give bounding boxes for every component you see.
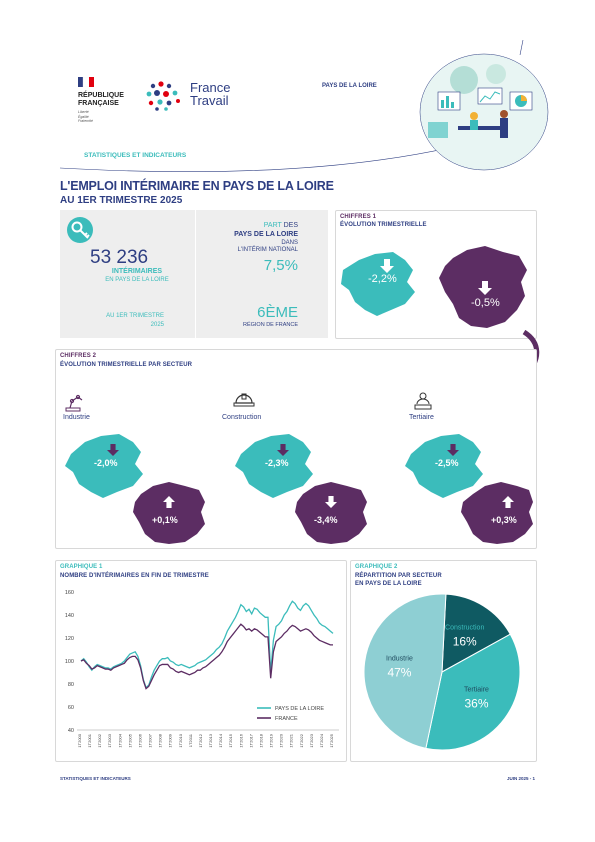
tertiaire-france-arrow-up-icon bbox=[502, 496, 514, 508]
x-tick-label: 1T2004 bbox=[117, 734, 123, 748]
sector-name-construction: Construction bbox=[222, 414, 262, 421]
x-tick-label: 1T2003 bbox=[107, 734, 113, 748]
header bbox=[0, 0, 595, 172]
x-tick-label: 1T2010 bbox=[177, 734, 183, 748]
chiffres1-region-arrow-down-icon bbox=[380, 259, 394, 273]
x-tick-label: 1T2020 bbox=[278, 734, 284, 748]
x-tick-label: 1T2018 bbox=[258, 734, 264, 748]
x-tick-label: 1T2023 bbox=[308, 734, 314, 748]
pie-label-value: 47% bbox=[387, 665, 412, 680]
industrie-maps bbox=[65, 434, 205, 544]
x-tick-label: 1T2001 bbox=[87, 734, 93, 748]
graph1-label: GRAPHIQUE 1 bbox=[60, 564, 103, 570]
x-tick-label: 1T2014 bbox=[218, 734, 224, 748]
republique-line2: FRANÇAISE bbox=[78, 100, 119, 107]
x-tick-label: 1T2000 bbox=[77, 734, 82, 748]
graph1-title: NOMBRE D'INTÉRIMAIRES EN FIN DE TRIMESTRE bbox=[60, 573, 209, 579]
kpi-count-label2: EN PAYS DE LA LOIRE bbox=[105, 277, 169, 283]
page-title: L'EMPLOI INTÉRIMAIRE EN PAYS DE LA LOIRE bbox=[60, 179, 334, 193]
share-line1 bbox=[264, 222, 298, 229]
industrie-france-value: +0,1% bbox=[152, 515, 178, 525]
kpi-count: 53 236 bbox=[90, 247, 149, 268]
chiffres1-france-value: -0,5% bbox=[471, 297, 500, 309]
y-tick-label: 80 bbox=[67, 682, 74, 688]
y-tick-label: 40 bbox=[67, 728, 74, 734]
chiffres1-region-value: -2,2% bbox=[368, 273, 397, 285]
construction-region-value: -2,3% bbox=[265, 458, 289, 468]
y-tick-label: 160 bbox=[64, 590, 74, 596]
category-label: STATISTIQUES ET INDICATEURS bbox=[84, 152, 187, 159]
region-tag: PAYS DE LA LOIRE bbox=[322, 83, 377, 89]
y-tick-label: 60 bbox=[67, 705, 74, 711]
key-icon bbox=[66, 216, 96, 246]
chiffres2-maps bbox=[55, 420, 535, 548]
x-tick-label: 1T2017 bbox=[248, 734, 254, 748]
series-line-pays-de-la-loire bbox=[81, 601, 333, 687]
tertiaire-region-arrow-down-icon bbox=[447, 444, 459, 456]
graph2-title1: RÉPARTITION PAR SECTEUR bbox=[355, 573, 442, 579]
x-tick-label: 1T2021 bbox=[288, 734, 294, 748]
office-illustration-icon bbox=[418, 50, 550, 172]
tertiary-office-worker-icon bbox=[412, 391, 434, 411]
motto1: Liberté bbox=[78, 110, 89, 114]
industrie-region-arrow-down-icon bbox=[107, 444, 119, 456]
chiffres1-france-arrow-down-icon bbox=[478, 281, 492, 295]
x-tick-label: 1T2016 bbox=[238, 734, 244, 748]
x-tick-label: 1T2024 bbox=[318, 734, 324, 748]
chiffres2-title: ÉVOLUTION TRIMESTRIELLE PAR SECTEUR bbox=[60, 362, 193, 368]
legend-label: PAYS DE LA LOIRE bbox=[275, 706, 325, 712]
motto3: Fraternité bbox=[78, 119, 93, 123]
tertiaire-region-value: -2,5% bbox=[435, 458, 459, 468]
line-chart bbox=[55, 580, 345, 760]
construction-maps bbox=[235, 434, 367, 544]
tertiaire-maps bbox=[405, 434, 533, 544]
share-value: 7,5% bbox=[263, 257, 298, 274]
share-nat: L'INTÉRIM NATIONAL bbox=[237, 247, 298, 253]
x-tick-label: 1T2015 bbox=[228, 734, 234, 748]
x-tick-label: 1T2019 bbox=[268, 734, 274, 748]
pie-label-value: 16% bbox=[452, 634, 477, 649]
pie-label-name: Tertiaire bbox=[464, 686, 489, 694]
construction-france-arrow-down-icon bbox=[325, 496, 337, 508]
construction-helmet-icon bbox=[232, 391, 256, 411]
x-tick-label: 1T2012 bbox=[197, 734, 203, 748]
pie-label-name: Construction bbox=[445, 624, 485, 632]
y-tick-label: 120 bbox=[64, 636, 74, 642]
x-tick-label: 1T2025 bbox=[329, 734, 334, 748]
share-des: DES bbox=[281, 222, 298, 229]
chiffres2-label: CHIFFRES 2 bbox=[60, 353, 97, 359]
tertiaire-france-value: +0,3% bbox=[491, 515, 517, 525]
series-line-france bbox=[81, 624, 333, 688]
construction-france-map bbox=[295, 482, 367, 544]
page-subtitle: AU 1ER TRIMESTRE 2025 bbox=[60, 195, 183, 206]
kpi-right bbox=[196, 210, 328, 338]
motto2: Égalité bbox=[78, 114, 89, 119]
pie-label-name: Industrie bbox=[386, 655, 413, 663]
share-pre: PART bbox=[263, 222, 282, 229]
x-tick-label: 1T2002 bbox=[97, 734, 103, 748]
construction-france-value: -3,4% bbox=[314, 515, 338, 525]
x-tick-label: 1T2013 bbox=[208, 734, 214, 748]
x-tick-label: 1T2007 bbox=[147, 734, 153, 748]
rank-value: 6ÈME bbox=[257, 304, 298, 321]
kpi-left bbox=[60, 210, 195, 338]
y-tick-label: 140 bbox=[64, 613, 74, 619]
brand-line2: Travail bbox=[190, 93, 229, 108]
rank-label: RÉGION DE FRANCE bbox=[242, 322, 298, 328]
industry-robot-icon bbox=[64, 392, 86, 412]
kpi-period2: 2025 bbox=[150, 322, 164, 328]
construction-region-arrow-down-icon bbox=[277, 444, 289, 456]
legend-label: FRANCE bbox=[275, 716, 298, 722]
sector-name-industrie: Industrie bbox=[63, 414, 90, 421]
kpi-count-label1: INTÉRIMAIRES bbox=[111, 268, 163, 275]
footer-left: STATISTIQUES ET INDICATEURS bbox=[60, 776, 131, 781]
graph2-label: GRAPHIQUE 2 bbox=[355, 564, 398, 570]
footer-right: JUIN 2025 - 1 bbox=[506, 776, 535, 781]
tertiaire-france-map bbox=[461, 482, 533, 544]
x-tick-label: 1T2011 bbox=[187, 734, 193, 748]
chiffres1-maps bbox=[335, 230, 535, 338]
x-tick-label: 1T2009 bbox=[167, 734, 173, 748]
y-tick-label: 100 bbox=[64, 659, 74, 665]
brand-line1: France bbox=[190, 80, 231, 95]
pie-chart bbox=[350, 590, 535, 760]
sector-name-tertiaire: Tertiaire bbox=[409, 414, 434, 421]
industrie-france-map bbox=[133, 482, 205, 544]
chiffres1-label: CHIFFRES 1 bbox=[340, 214, 377, 220]
industrie-france-arrow-up-icon bbox=[163, 496, 175, 508]
x-tick-label: 1T2006 bbox=[137, 734, 143, 748]
x-tick-label: 1T2008 bbox=[157, 734, 163, 748]
graph2-title2: EN PAYS DE LA LOIRE bbox=[355, 581, 422, 587]
pie-label-value: 36% bbox=[464, 696, 489, 711]
share-region: PAYS DE LA LOIRE bbox=[234, 231, 298, 238]
chiffres1-title: ÉVOLUTION TRIMESTRIELLE bbox=[340, 222, 427, 228]
industrie-region-value: -2,0% bbox=[94, 458, 118, 468]
x-tick-label: 1T2005 bbox=[127, 734, 133, 748]
kpi-period1: AU 1ER TRIMESTRE bbox=[106, 313, 164, 319]
share-dans: DANS bbox=[281, 240, 298, 246]
republique-line1: RÉPUBLIQUE bbox=[78, 92, 124, 99]
x-tick-label: 1T2022 bbox=[298, 734, 304, 748]
